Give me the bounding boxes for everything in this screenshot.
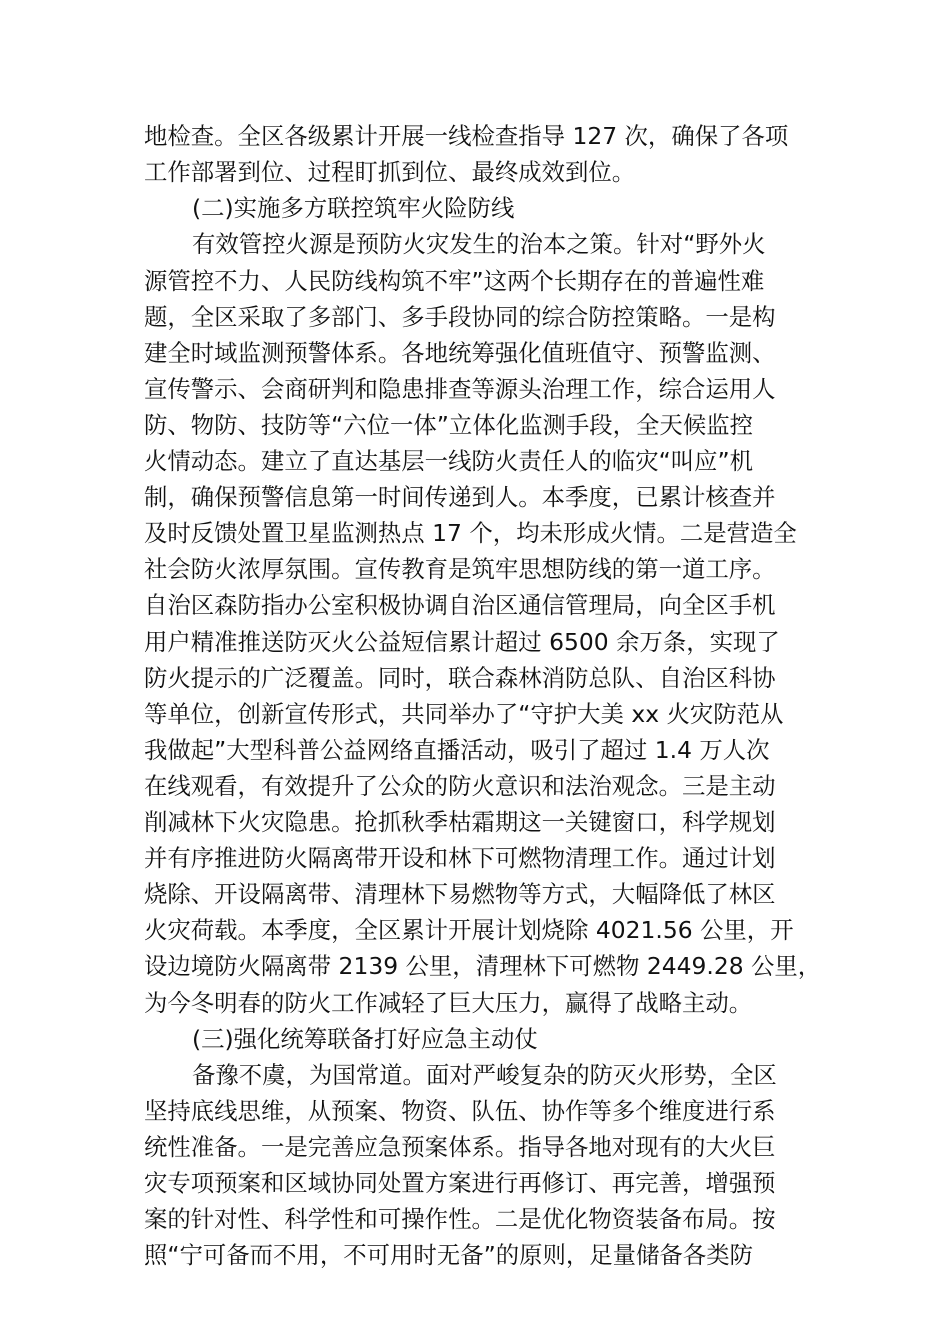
text-line: 案的针对性、科学性和可操作性。二是优化物资装备布局。按 bbox=[144, 1205, 776, 1233]
paragraph-first-line: 有效管控火源是预防火灾发生的治本之策。针对“野外火 bbox=[192, 230, 766, 258]
text-line: 建全时域监测预警体系。各地统筹强化值班值守、预警监测、 bbox=[144, 339, 776, 367]
text-line: 我做起”大型科普公益网络直播活动，吸引了超过 1.4 万人次 bbox=[144, 736, 770, 764]
text-line: 并有序推进防火隔离带开设和林下可燃物清理工作。通过计划 bbox=[144, 844, 776, 872]
text-line: 灾专项预案和区域协同处置方案进行再修订、再完善，增强预 bbox=[144, 1169, 776, 1197]
text-line: 社会防火浓厚氛围。宣传教育是筑牢思想防线的第一道工序。 bbox=[144, 555, 776, 583]
section-heading: (三)强化统筹联备打好应急主动仗 bbox=[192, 1025, 538, 1053]
text-line: 工作部署到位、过程盯抓到位、最终成效到位。 bbox=[144, 158, 636, 186]
text-line: 削减林下火灾隐患。抢抓秋季枯霜期这一关键窗口，科学规划 bbox=[144, 808, 776, 836]
text-line: 地检查。全区各级累计开展一线检查指导 127 次，确保了各项 bbox=[144, 122, 789, 150]
text-line: 及时反馈处置卫星监测热点 17 个，均未形成火情。二是营造全 bbox=[144, 519, 797, 547]
text-line: 坚持底线思维，从预案、物资、队伍、协作等多个维度进行系 bbox=[144, 1097, 776, 1125]
text-line: 火情动态。建立了直达基层一线防火责任人的临灾“叫应”机 bbox=[144, 447, 753, 475]
text-line: 在线观看，有效提升了公众的防火意识和法治观念。三是主动 bbox=[144, 772, 776, 800]
text-line: 宣传警示、会商研判和隐患排查等源头治理工作，综合运用人 bbox=[144, 375, 776, 403]
text-line: 设边境防火隔离带 2139 公里，清理林下可燃物 2449.28 公里， bbox=[144, 952, 822, 980]
text-line: 源管控不力、人民防线构筑不牢”这两个长期存在的普遍性难 bbox=[144, 267, 765, 295]
text-line: 统性准备。一是完善应急预案体系。指导各地对现有的大火巨 bbox=[144, 1133, 776, 1161]
text-line: 自治区森防指办公室积极协调自治区通信管理局，向全区手机 bbox=[144, 591, 776, 619]
text-line: 烧除、开设隔离带、清理林下易燃物等方式，大幅降低了林区 bbox=[144, 880, 776, 908]
text-line: 等单位，创新宣传形式，共同举办了“守护大美 xx 火灾防范从 bbox=[144, 700, 784, 728]
text-line: 照“宁可备而不用，不可用时无备”的原则，足量储备各类防 bbox=[144, 1241, 753, 1269]
section-heading: (二)实施多方联控筑牢火险防线 bbox=[192, 194, 515, 222]
text-line: 用户精准推送防灭火公益短信累计超过 6500 余万条，实现了 bbox=[144, 628, 780, 656]
text-line: 为今冬明春的防火工作减轻了巨大压力，赢得了战略主动。 bbox=[144, 989, 753, 1017]
text-line: 题，全区采取了多部门、多手段协同的综合防控策略。一是构 bbox=[144, 303, 776, 331]
text-line: 防、物防、技防等“六位一体”立体化监测手段，全天候监控 bbox=[144, 411, 753, 439]
paragraph-first-line: 备豫不虞，为国常道。面对严峻复杂的防灭火形势，全区 bbox=[192, 1061, 777, 1089]
text-line: 火灾荷载。本季度，全区累计开展计划烧除 4021.56 公里，开 bbox=[144, 916, 794, 944]
text-line: 制，确保预警信息第一时间传递到人。本季度，已累计核查并 bbox=[144, 483, 776, 511]
text-line: 防火提示的广泛覆盖。同时，联合森林消防总队、自治区科协 bbox=[144, 664, 776, 692]
